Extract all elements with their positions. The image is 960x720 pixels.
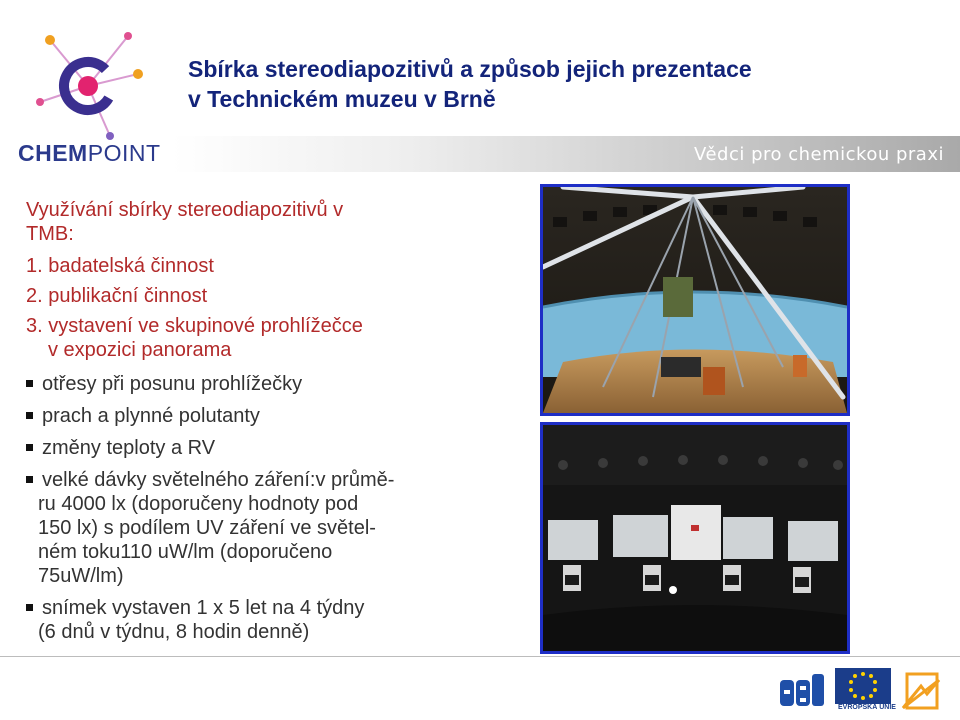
bullet-text: prach a plynné polutanty <box>42 405 260 427</box>
section-heading-line-1: Využívání sbírky stereodiapozitivů v <box>26 199 344 221</box>
chempoint-wordmark <box>18 140 161 167</box>
bullet-text-continuation: ném toku110 uW/lm (doporučeno <box>38 541 333 563</box>
numbered-item-3-continuation: v expozici panorama <box>48 339 232 361</box>
numbered-item-2: 2. publikační činnost <box>26 285 208 307</box>
bullet-item <box>26 468 526 588</box>
chempoint-molecule-icon <box>10 14 170 144</box>
bullet-text-continuation: 75uW/lm) <box>38 565 124 587</box>
banner-strip <box>172 136 960 172</box>
logo-text-bold: CHEM <box>18 140 88 166</box>
bullet-text: změny teploty a RV <box>42 437 216 459</box>
bullet-text-continuation: 150 lx) s podílem UV záření ve světel- <box>38 517 376 539</box>
bullet-text: snímek vystaven 1 x 5 let na 4 týdny <box>42 597 365 619</box>
bullet-text-continuation: (6 dnů v týdnu, 8 hodin denně) <box>38 621 310 643</box>
square-bullet-icon <box>26 476 33 483</box>
photo-viewer-stations <box>540 422 850 654</box>
logo-text-regular: POINT <box>87 140 161 166</box>
square-bullet-icon <box>26 604 33 611</box>
slide-title <box>188 54 908 114</box>
bullet-item <box>26 404 526 428</box>
bullet-text: otřesy při posunu prohlížečky <box>42 373 303 395</box>
chempoint-logo <box>10 14 170 164</box>
section-heading <box>26 198 526 246</box>
bullet-item <box>26 372 526 396</box>
eu-label: EVROPSKÁ UNIE <box>838 704 896 711</box>
bullet-list <box>26 372 526 644</box>
bullet-text-continuation: ru 4000 lx (doporučeny hodnoty pod <box>38 493 359 515</box>
numbered-item-3: 3. vystavení ve skupinové prohlížečce <box>26 315 363 337</box>
op-program-logo-icon <box>897 668 945 714</box>
square-bullet-icon <box>26 444 33 451</box>
bullet-text: velké dávky světelného záření:v průmě- <box>42 469 395 491</box>
bullet-item <box>26 596 526 644</box>
square-bullet-icon <box>26 380 33 387</box>
numbered-list <box>26 254 526 362</box>
slide-title-line-2: v Technickém muzeu v Brně <box>188 86 496 112</box>
square-bullet-icon <box>26 412 33 419</box>
footer-divider <box>0 656 960 657</box>
section-heading-line-2: TMB: <box>26 223 74 245</box>
photo-panorama-interior <box>540 184 850 416</box>
slide-title-line-1: Sbírka stereodiapozitivů a způsob jejich prezentace <box>188 56 752 82</box>
banner-tagline: Vědci pro chemickou praxi <box>694 144 944 165</box>
esf-logo-icon <box>778 670 830 712</box>
bullet-item <box>26 436 526 460</box>
content-column <box>26 198 526 652</box>
numbered-item-1: 1. badatelská činnost <box>26 255 214 277</box>
